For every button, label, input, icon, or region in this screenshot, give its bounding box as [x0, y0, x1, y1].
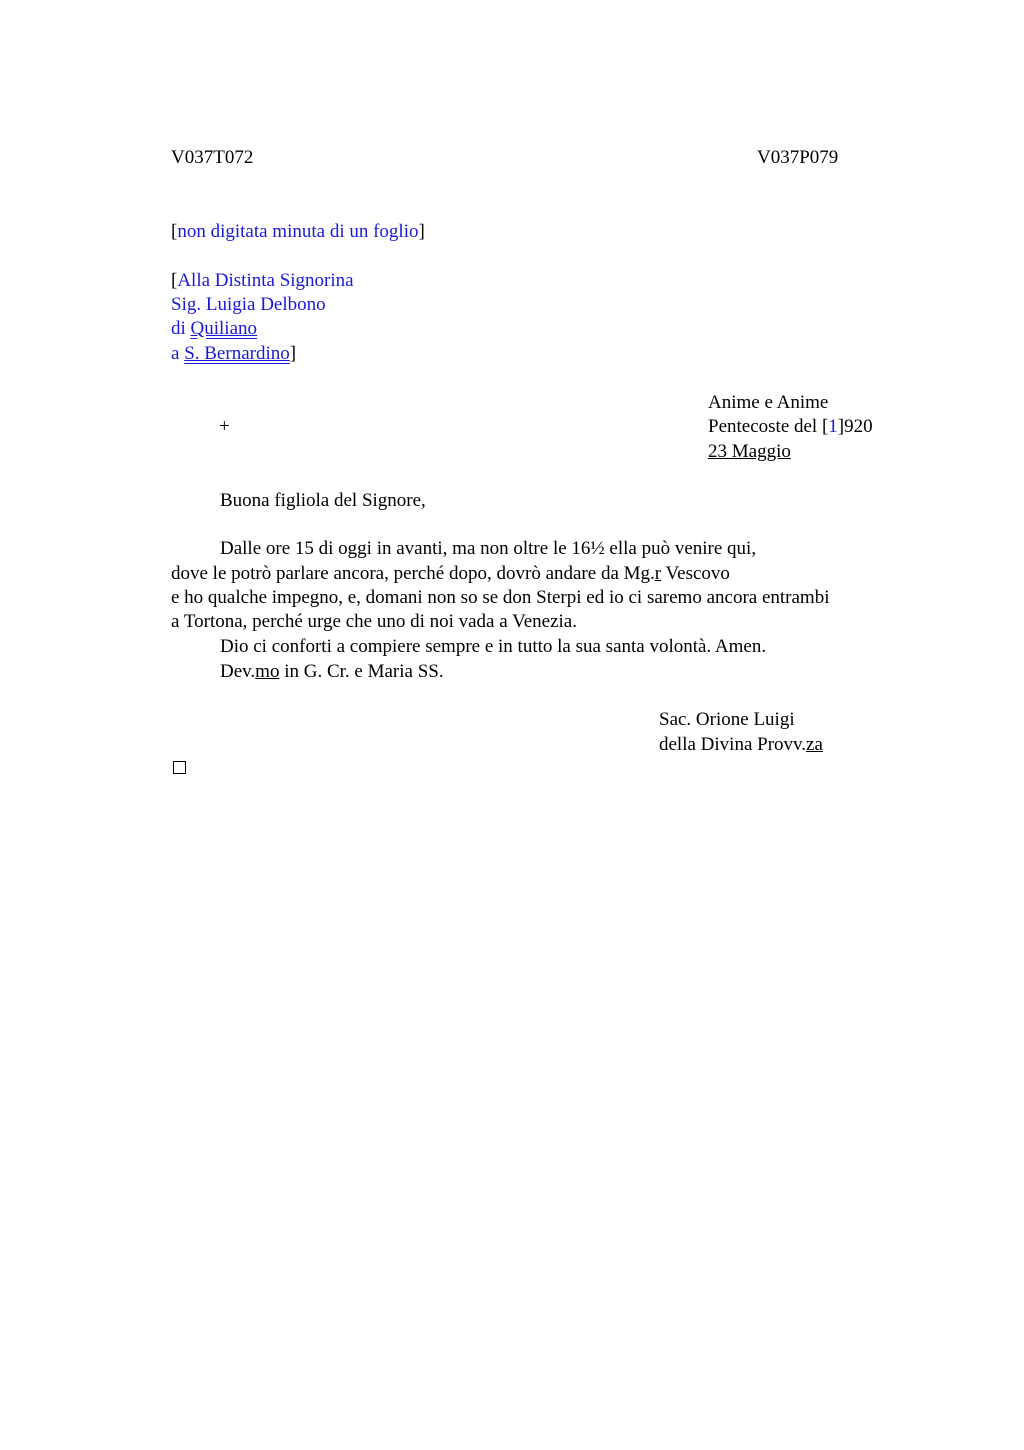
end-mark-box-icon — [173, 761, 186, 774]
body-paragraph-2: Dio ci conforti a compiere sempre e in tutto la sua santa volontà. Amen. — [220, 636, 767, 657]
dateline-year-suffix: 920 — [844, 416, 873, 437]
dateline-inserted-digit: 1 — [828, 416, 838, 437]
dateline-place: Anime e Anime — [708, 392, 829, 413]
address-place-bernardino: S. Bernardino — [184, 343, 290, 364]
address-line-4: a S. Bernardino] — [171, 343, 297, 364]
body-line-4: a Tortona, perché urge che uno di noi vada a Venezia. — [171, 611, 577, 632]
editorial-note: [non digitata minuta di un foglio] — [171, 221, 425, 242]
body-line-2 — [171, 562, 730, 586]
address-line-3 — [171, 317, 257, 341]
dateline-date: 23 Maggio — [708, 441, 791, 462]
editorial-note-text: non digitata minuta di un foglio — [177, 221, 419, 242]
closing-formula-a: Dev. — [220, 661, 256, 682]
body-line-3: e ho qualche impegno, e, domani non so se don Sterpi ed io ci saremo ancora entrambi — [171, 587, 830, 608]
signature-name: Sac. Orione Luigi — [659, 709, 795, 730]
address-recipient-title: Alla Distinta Signorina — [177, 270, 354, 291]
address-place-quiliano: Quiliano — [190, 318, 258, 339]
signature-congregation — [659, 733, 823, 757]
address-line-1: [Alla Distinta Signorina — [171, 270, 354, 291]
closing-formula-b: in G. Cr. e Maria SS. — [279, 661, 444, 682]
cross-symbol: + — [219, 416, 230, 437]
signature-congregation-a: della Divina Provv. — [659, 734, 807, 755]
body-line-1: Dalle ore 15 di oggi in avanti, ma non oltre le 16½ ella può venire qui, — [220, 538, 757, 559]
body-line-2-b: Vescovo — [661, 563, 730, 584]
closing-formula-superscript: mo — [255, 661, 280, 682]
document-code-left: V037T072 — [171, 147, 254, 168]
dateline-feast: Pentecoste del [1]920 — [708, 416, 873, 437]
salutation: Buona figliola del Signore, — [220, 490, 426, 511]
dateline-feast-prefix: Pentecoste del — [708, 416, 822, 437]
address-line-3-prefix: di — [171, 318, 191, 339]
signature-congregation-superscript: za — [806, 734, 823, 755]
body-line-2-a: dove le potrò parlare ancora, perché dopo, dovrò andare da Mg. — [171, 563, 655, 584]
closing-formula — [220, 660, 444, 684]
document-code-right: V037P079 — [757, 147, 839, 168]
body-line-2-superscript: r — [654, 563, 662, 584]
address-line-2: Sig. Luigia Delbono — [171, 294, 326, 315]
address-line-4-prefix: a — [171, 343, 185, 364]
